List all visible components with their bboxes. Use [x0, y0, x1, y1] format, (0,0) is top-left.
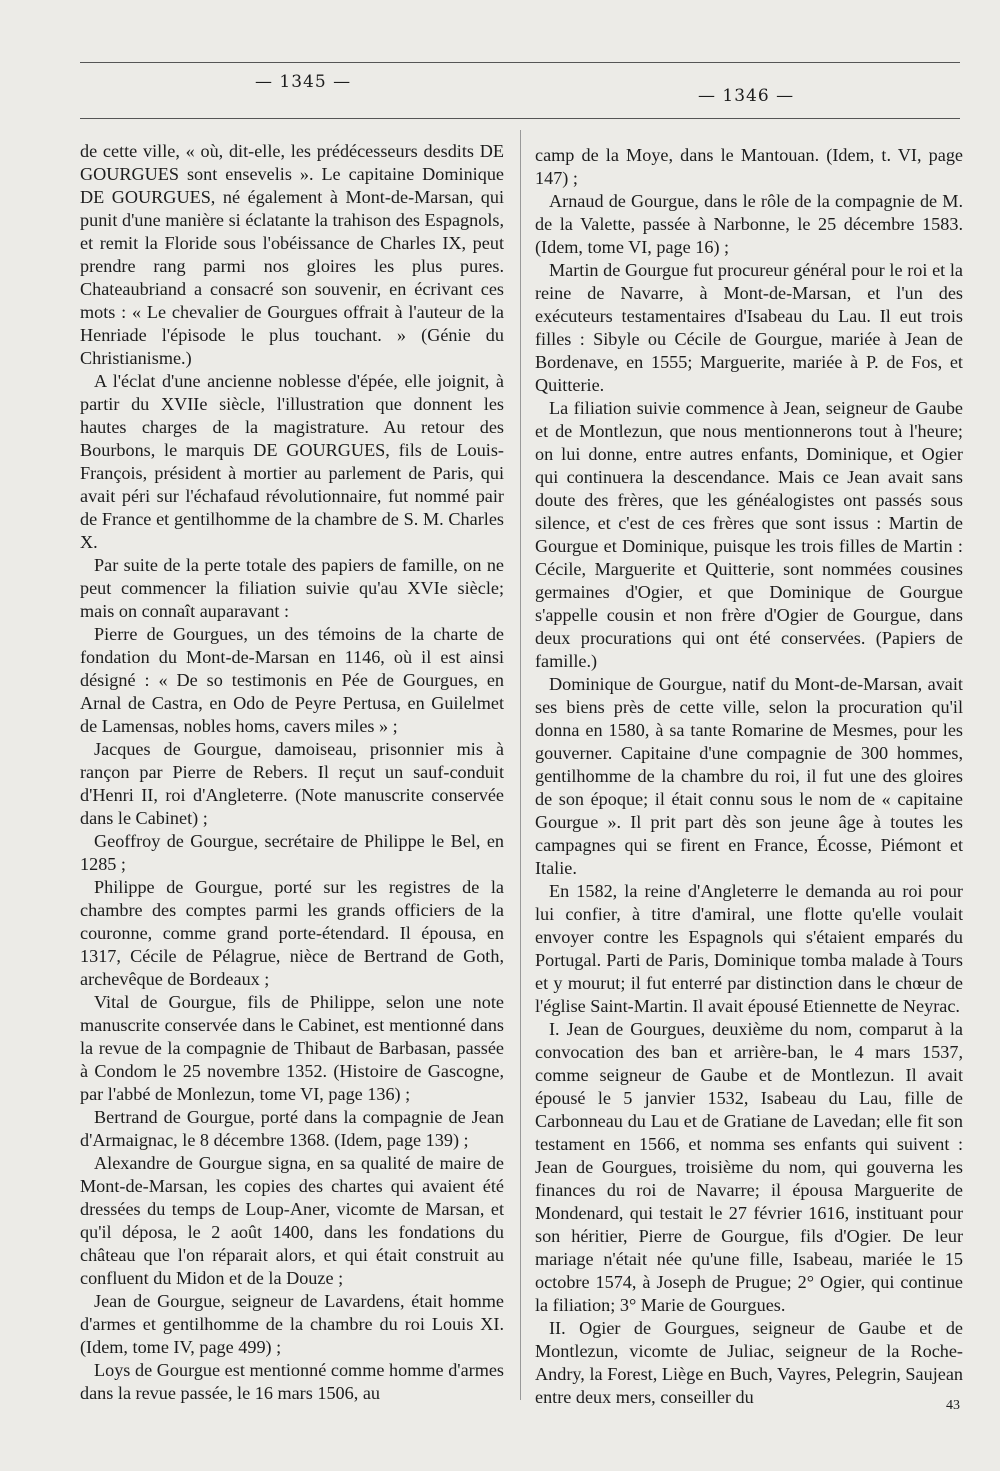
paragraph: Arnaud de Gourgue, dans le rôle de la compagnie de M. de la Valette, passée à Narbonne, le 25 décembre 1583. (Idem, tome VI, page 16) ;: [535, 191, 963, 257]
paragraph: Geoffroy de Gourgue, secrétaire de Philippe le Bel, en 1285 ;: [80, 831, 504, 874]
paragraph: Alexandre de Gourgue signa, en sa qualité de maire de Mont-de-Marsan, les copies des chartes qui avaient été dressées du temps de Loup-Aner, vicomte de Marsan, et qu'il déposa, le 2 août 1400, dans les fondations du château que l'on réparait alors, et qui était construit au confluent du Midon et de la Douze ;: [80, 1153, 504, 1288]
paragraph: Philippe de Gourgue, porté sur les registres de la chambre des comptes parmi les grands officiers de la couronne, comme grand porte-étendard. Il épousa, en 1317, Cécile de Pélagrue, nièce de Bertrand de Goth, archevêque de Bordeaux ;: [80, 877, 504, 989]
paragraph: En 1582, la reine d'Angleterre le demanda au roi pour lui confier, à titre d'amiral, une flotte qu'elle voulait envoyer contre les Espagnols qui s'étaient emparés du Portugal. Parti de Paris, Dominique tomba malade à Tours et y mourut; il fut enterré par distinction dans le chœur de l'église Saint-Martin. Il avait épousé Etiennette de Neyrac.: [535, 881, 963, 1016]
paragraph: Dominique de Gourgue, natif du Mont-de-Marsan, avait ses biens près de cette ville, selon la procuration qu'il donna en 1580, à sa tante Romarine de Mesmes, pour les gouverner. Capitaine d'une compagnie de 300 hommes, gentilhomme de la chambre du roi, il fut une des gloires de son époque; il était connu sous le nom de « capitaine Gourgue ». Il prit part dès son jeune âge à toutes les campagnes qui se firent en France, Écosse, Piémont et Italie.: [535, 674, 963, 878]
paragraph: Jean de Gourgue, seigneur de Lavardens, était homme d'armes et gentilhomme de la chambre du roi Louis XI. (Idem, tome IV, page 499) ;: [80, 1291, 504, 1357]
paragraph: camp de la Moye, dans le Mantouan. (Idem, t. VI, page 147) ;: [535, 145, 963, 188]
paragraph: II. Ogier de Gourgues, seigneur de Gaube et de Montlezun, vicomte de Juliac, seigneur de la Roche-Andry, la Forest, Liège en Buch, Vayres, Pelegrin, Saujean entre deux mers, conseiller du: [535, 1318, 963, 1407]
left-column: [80, 140, 504, 1405]
paragraph: Loys de Gourgue est mentionné comme homme d'armes dans la revue passée, le 16 mars 1506, au: [80, 1360, 504, 1403]
page-number-left: — 1345 —: [255, 72, 352, 92]
paragraph: de cette ville, « où, dit-elle, les prédécesseurs desdits DE GOURGUES sont ensevelis ». Le capitaine Dominique DE GOURGUES, né également à Mont-de-Marsan, qui punit d'une manière si éclatante la trahison des Espagnols, et remit la Floride sous l'obéissance de Charles IX, peut prendre rang parmi nos gloires les plus pures. Chateaubriand a consacré son souvenir, en écrivant ces mots : « Le chevalier de Gourgues offrait à l'auteur de la Henriade l'épisode le plus touchant. » (Génie du Christianisme.): [80, 141, 504, 368]
paragraph: Bertrand de Gourgue, porté dans la compagnie de Jean d'Armaignac, le 8 décembre 1368. (Idem, page 139) ;: [80, 1107, 504, 1150]
paragraph: Par suite de la perte totale des papiers de famille, on ne peut commencer la filiation suivie qu'au XVIe siècle; mais on connaît auparavant :: [80, 555, 504, 621]
paragraph: A l'éclat d'une ancienne noblesse d'épée, elle joignit, à partir du XVIIe siècle, l'illustration que donnent les hautes charges de la magistrature. Au retour des Bourbons, le marquis DE GOURGUES, fils de Louis-François, président à mortier au parlement de Paris, qui avait péri sur l'échafaud révolutionnaire, fut nommé pair de France et gentilhomme de la chambre de S. M. Charles X.: [80, 371, 504, 552]
paragraph: Martin de Gourgue fut procureur général pour le roi et la reine de Navarre, à Mont-de-Marsan, et l'un des exécuteurs testamentaires d'Isabeau du Lau. Il eut trois filles : Sibyle ou Cécile de Gourgue, mariée à Jean de Bordenave, en 1555; Marguerite, mariée à P. de Fos, et Quitterie.: [535, 260, 963, 395]
paragraph: La filiation suivie commence à Jean, seigneur de Gaube et de Montlezun, que nous mentionnerons tout à l'heure; on lui donne, entre autres enfants, Dominique, et Ogier qui continuera la descendance. Mais ce Jean avait sans doute des frères, que les généalogistes ont passés sous silence, et c'est de ces frères que sont issus : Martin de Gourgue et Dominique, puisque les trois filles de Martin : Cécile, Marguerite et Quitterie, sont nommées cousines germaines d'Ogier, et que Dominique de Gourgue s'appelle cousin et non frère d'Ogier de Gourgue, dans deux procurations qui ont été conservées. (Papiers de famille.): [535, 398, 963, 671]
folio-number: 43: [946, 1398, 960, 1413]
paragraph: Vital de Gourgue, fils de Philippe, selon une note manuscrite conservée dans le Cabinet, est mentionné dans la revue de la compagnie de Thibaut de Barbasan, passée à Condom le 25 novembre 1352. (Histoire de Gascogne, par l'abbé de Monlezun, tome VI, page 136) ;: [80, 992, 504, 1104]
page-number-right: — 1346 —: [698, 86, 795, 106]
right-column: [535, 144, 963, 1409]
paragraph: Pierre de Gourgues, un des témoins de la charte de fondation du Mont-de-Marsan en 1146, où il est ainsi désigné : « De so testimonis en Pée de Gourgues, en Arnal de Castra, en Odo de Peyre Pertusa, en Guilelmet de Lamensas, nobles homs, cavers miles » ;: [80, 624, 504, 736]
header-rule: [80, 118, 960, 119]
paragraph: Jacques de Gourgue, damoiseau, prisonnier mis à rançon par Pierre de Rebers. Il reçut un sauf-conduit d'Henri II, roi d'Angleterre. (Note manuscrite conservée dans le Cabinet) ;: [80, 739, 504, 828]
column-separator: [520, 130, 521, 1400]
paragraph: I. Jean de Gourgues, deuxième du nom, comparut à la convocation des ban et arrière-ban, le 4 mars 1537, comme seigneur de Gaube et de Montlezun. Il avait épousé le 5 janvier 1532, Isabeau du Lau, fille de Carbonneau du Lau et de Gratiane de Lavedan; elle fit son testament en 1566, et nomma ses enfants qui suivent : Jean de Gourgues, troisième du nom, qui gouverna les finances du roi de Navarre; il épousa Marguerite de Mondenard, qui testait le 27 février 1616, instituant pour son héritier, Pierre de Gourgue, fils d'Ogier. De leur mariage n'était née qu'une fille, Isabeau, mariée le 15 octobre 1574, à Joseph de Prugue; 2° Ogier, qui continue la filiation; 3° Marie de Gourgues.: [535, 1019, 963, 1315]
top-rule: [80, 62, 960, 63]
